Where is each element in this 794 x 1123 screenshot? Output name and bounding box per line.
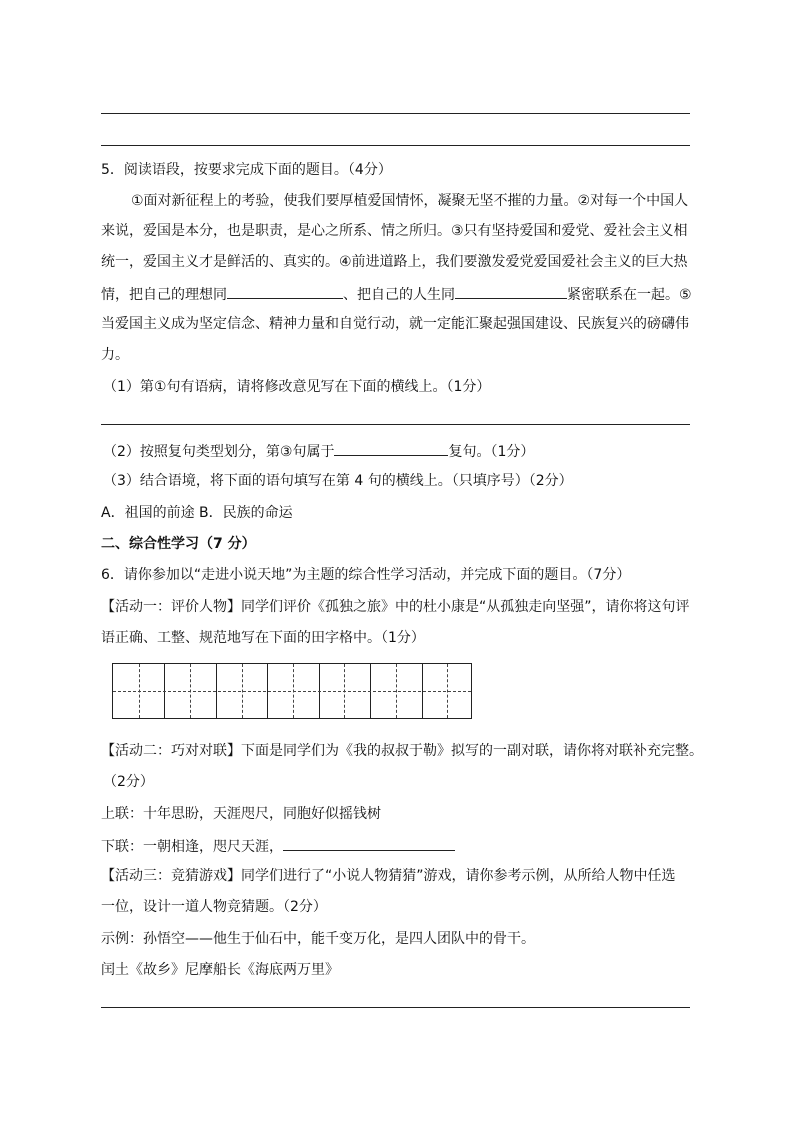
fill-blank-1[interactable] [227,284,343,299]
q6-act1-line-2: 语正确、工整、规范地写在下面的田字格中。（1分） [101,630,425,646]
q5-passage-line-4 [101,284,695,304]
q6-lower-couplet [101,836,455,856]
q5-options: A．祖国的前途 B．民族的命运 [101,505,293,521]
q6-act1-line-1: 【活动一：评价人物】同学们评价《孤独之旅》中的杜小康是“从孤独走向坚强”，请你将这句评 [101,599,690,615]
q5-line4-part-c: 紧密联系在一起。⑤ [567,287,692,303]
q6-header: 6．请你参加以“走进小说天地”为主题的综合性学习活动，并完成下面的题目。（7分） [101,567,631,583]
q5-header: 5．阅读语段，按要求完成下面的题目。（4分） [101,162,392,178]
q5-sub1-answer-line[interactable] [101,424,690,425]
sub2-fill-blank[interactable] [334,441,448,456]
q5-sub1: （1）第①句有语病，请将修改意见写在下面的横线上。（1分） [103,379,491,395]
q6-lower-couplet-text: 下联：一朝相逢，咫尺天涯， [101,839,283,855]
q5-passage-line-6: 力。 [101,347,129,363]
q6-example: 示例：孙悟空——他生于仙石中，能千变万化，是四人团队中的骨干。 [101,931,535,947]
couplet-fill-blank[interactable] [283,836,455,851]
q6-act3-line-1: 【活动三：竞猜游戏】同学们进行了“小说人物猜猜”游戏，请你参考示例，从所给人物中任选 [101,868,676,884]
q5-sub2-part-b: 复句。（1分） [448,444,535,460]
q5-sub2-part-a: （2）按照复句类型划分，第③句属于 [103,444,335,460]
q5-sub3: （3）结合语境，将下面的语句填写在第 4 句的横线上。（只填序号）（2分） [103,473,573,489]
q5-line4-part-b: 、把自己的人生同 [343,287,455,303]
q6-upper-couplet: 上联：十年思盼，天涯咫尺，同胞好似摇钱树 [101,806,381,822]
q6-characters: 闰土《故乡》尼摩船长《海底两万里》 [101,962,339,978]
q6-act2-line-2: （2分） [103,774,154,790]
q6-act2-line-1: 【活动二：巧对对联】下面是同学们为《我的叔叔于勒》拟写的一副对联，请你将对联补充完整。 [101,743,703,759]
fill-blank-2[interactable] [455,284,567,299]
q5-passage-line-3: 统一，爱国主义才是鲜活的、真实的。④前进道路上，我们要激发爱党爱国爱社会主义的巨大热 [101,254,688,270]
section2-title: 二、综合性学习（7 分） [101,536,256,552]
q5-passage-line-1: ①面对新征程上的考验，使我们要厚植爱国情怀，凝聚无坚不摧的力量。②对每一个中国人 [131,193,689,209]
q5-passage-line-5: 当爱国主义成为坚定信念、精神力量和自觉行动，就一定能汇聚起强国建设、民族复兴的磅礴伟 [101,316,689,332]
q6-answer-line[interactable] [101,1007,690,1008]
q6-act3-line-2: 一位，设计一道人物竞猜题。（2分） [101,899,327,915]
q5-passage-line-2: 来说，爱国是本分，也是职责，是心之所系、情之所归。③只有坚持爱国和爱党、爱社会主义相 [101,223,688,239]
q5-line4-part-a: 情，把自己的理想同 [101,287,227,303]
tianzige-grid[interactable] [112,663,472,719]
answer-line-top-2[interactable] [101,145,690,146]
q5-sub2 [103,441,534,461]
answer-line-top-1[interactable] [101,113,690,114]
